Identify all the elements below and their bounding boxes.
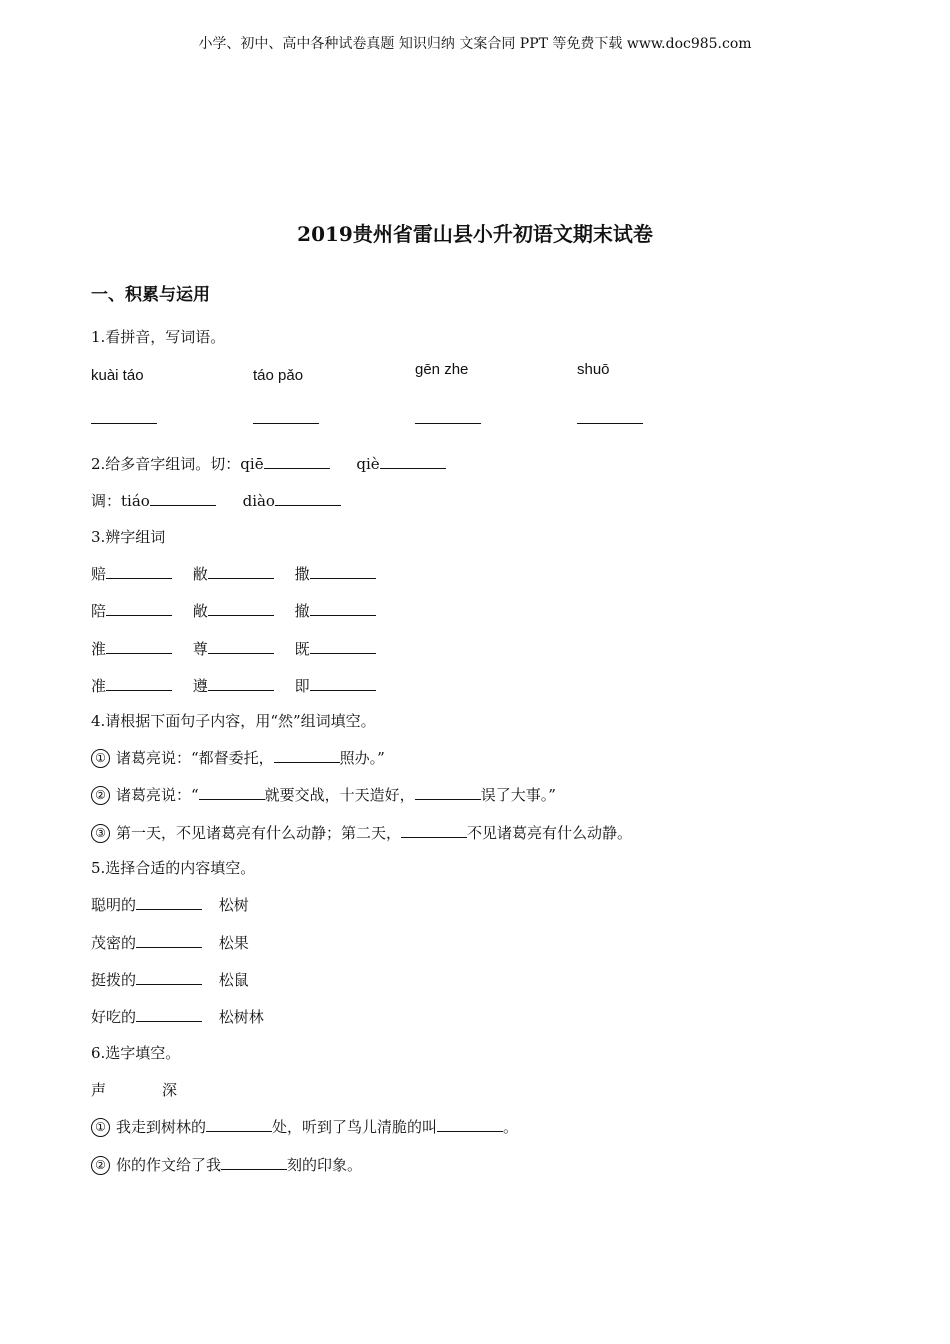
- pinyin-3: gēn zhe: [415, 361, 469, 378]
- answer-blank[interactable]: [199, 798, 265, 800]
- section-heading-1: 一、积累与运用: [91, 285, 210, 305]
- q6-sentence-2: [91, 1154, 362, 1175]
- answer-blank[interactable]: [221, 1168, 287, 1170]
- q2-prompt-d: diào: [242, 492, 275, 510]
- q4-sentence-3: [91, 822, 632, 843]
- answer-blank[interactable]: [275, 504, 341, 506]
- answer-blank[interactable]: [136, 946, 202, 948]
- char: 陪: [91, 602, 107, 620]
- question-5-stem: 5.选择合适的内容填空。: [91, 859, 256, 877]
- text: 。: [503, 1118, 519, 1136]
- answer-blank[interactable]: [437, 1130, 503, 1132]
- answer-blank[interactable]: [150, 504, 216, 506]
- text: 我走到树林的: [116, 1118, 207, 1136]
- text: 松树林: [218, 1008, 264, 1026]
- answer-blank[interactable]: [577, 423, 643, 424]
- answer-blank[interactable]: [136, 1020, 202, 1022]
- q4-sentence-1: [91, 747, 385, 768]
- circled-number: ③: [91, 824, 110, 843]
- text: 松果: [218, 934, 249, 952]
- q3-row: [91, 600, 376, 621]
- answer-blank[interactable]: [206, 1130, 272, 1132]
- answer-blank[interactable]: [274, 761, 340, 763]
- char: 赔: [91, 565, 107, 583]
- answer-blank[interactable]: [310, 577, 376, 579]
- answer-blank[interactable]: [91, 423, 157, 424]
- answer-blank[interactable]: [310, 689, 376, 691]
- pinyin-2: táo pǎo: [253, 367, 304, 384]
- char: 敞: [192, 602, 208, 620]
- answer-blank[interactable]: [380, 467, 446, 469]
- circled-number: ②: [91, 1156, 110, 1175]
- char: 遵: [192, 677, 208, 695]
- q6-choice-1: 声: [91, 1081, 107, 1099]
- answer-blank[interactable]: [208, 577, 274, 579]
- answer-blank[interactable]: [415, 798, 481, 800]
- pinyin-1: kuài táo: [91, 367, 144, 384]
- text: 你的作文给了我: [116, 1156, 222, 1174]
- answer-blank[interactable]: [264, 467, 330, 469]
- answer-blank[interactable]: [106, 689, 172, 691]
- answer-blank[interactable]: [136, 908, 202, 910]
- char: 既: [294, 640, 310, 658]
- answer-blank[interactable]: [310, 614, 376, 616]
- text: 松树: [218, 896, 249, 914]
- text: 第一天，不见诸葛亮有什么动静；第二天，: [116, 824, 402, 842]
- question-2-line-2: [91, 490, 341, 511]
- page-title: 2019贵州省雷山县小升初语文期末试卷: [297, 222, 653, 246]
- question-6-stem: 6.选字填空。: [91, 1044, 181, 1062]
- char: 尊: [192, 640, 208, 658]
- question-2-line-1: [91, 453, 446, 474]
- q4-sentence-2: [91, 784, 556, 805]
- text: 刻的印象。: [287, 1156, 363, 1174]
- text: 诸葛亮说：“: [116, 786, 199, 804]
- text: 处，听到了鸟儿清脆的叫: [272, 1118, 438, 1136]
- q2-prompt-b: qiè: [356, 455, 380, 473]
- question-1-stem: 1.看拼音，写词语。: [91, 328, 226, 346]
- answer-blank[interactable]: [401, 836, 467, 838]
- text: 就要交战，十天造好，: [264, 786, 415, 804]
- question-3-stem: 3.辨字组词: [91, 528, 166, 546]
- text: 挺拨的: [91, 971, 137, 989]
- q5-row: [91, 894, 249, 915]
- q5-row: [91, 1006, 264, 1027]
- answer-blank[interactable]: [208, 614, 274, 616]
- answer-blank[interactable]: [415, 423, 481, 424]
- q6-sentence-1: [91, 1116, 518, 1137]
- answer-blank[interactable]: [310, 652, 376, 654]
- q3-row: [91, 675, 376, 696]
- answer-blank[interactable]: [208, 689, 274, 691]
- char: 敝: [192, 565, 208, 583]
- answer-blank[interactable]: [106, 577, 172, 579]
- text: 不见诸葛亮有什么动静。: [467, 824, 633, 842]
- circled-number: ①: [91, 749, 110, 768]
- answer-blank[interactable]: [106, 614, 172, 616]
- char: 撒: [294, 565, 310, 583]
- char: 撤: [294, 602, 310, 620]
- q2-prompt-a: 2.给多音字组词。切：qiē: [91, 455, 264, 473]
- text: 好吃的: [91, 1008, 137, 1026]
- page-header: 小学、初中、高中各种试卷真题 知识归纳 文案合同 PPT 等免费下载 www.doc985.com: [198, 36, 752, 52]
- text: 误了大事。”: [480, 786, 556, 804]
- q5-row: [91, 932, 249, 953]
- text: 松鼠: [218, 971, 249, 989]
- answer-blank[interactable]: [136, 983, 202, 985]
- circled-number: ②: [91, 786, 110, 805]
- q5-row: [91, 969, 249, 990]
- question-4-stem: 4.请根据下面句子内容，用“然”组词填空。: [91, 712, 376, 730]
- answer-blank[interactable]: [208, 652, 274, 654]
- answer-blank[interactable]: [106, 652, 172, 654]
- q3-row: [91, 563, 376, 584]
- char: 淮: [91, 640, 107, 658]
- q2-prompt-c: 调：tiáo: [91, 492, 150, 510]
- pinyin-4: shuō: [577, 361, 610, 378]
- circled-number: ①: [91, 1118, 110, 1137]
- text: 聪明的: [91, 896, 137, 914]
- text: 照办。”: [339, 749, 385, 767]
- q6-choice-2: 深: [162, 1081, 178, 1099]
- char: 准: [91, 677, 107, 695]
- q3-row: [91, 638, 376, 659]
- text: 茂密的: [91, 934, 137, 952]
- text: 诸葛亮说：“都督委托，: [116, 749, 274, 767]
- char: 即: [294, 677, 310, 695]
- answer-blank[interactable]: [253, 423, 319, 424]
